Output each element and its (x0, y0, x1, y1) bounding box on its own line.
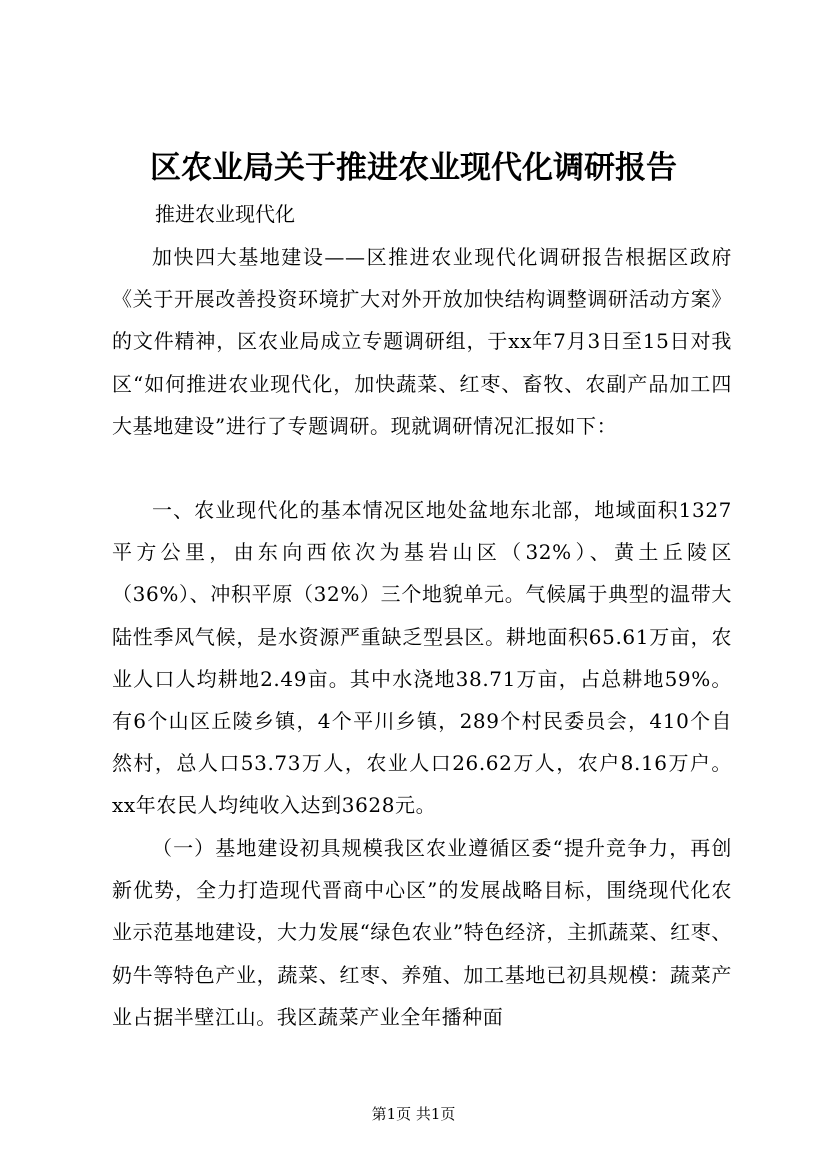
page-footer: 第1页 共1页 (371, 1105, 456, 1123)
paragraph-text: （一）基地建设初具规模我区农业遵循区委“提升竞争力，再创新优势，全力打造现代晋商中心区”的发展战略目标，围绕现代化农业示范基地建设，大力发展“绿色农业”特色经济，主抓蔬菜、红枣、奶牛等特色产业，蔬菜、红枣、养殖、加工基地已初具规模：蔬菜产业占据半壁江山。我区蔬菜产业全年播种面 (112, 836, 732, 1029)
body-paragraph-2 (112, 489, 732, 827)
body-paragraph-1 (112, 236, 732, 447)
paragraph-text: 加快四大基地建设——区推进农业现代化调研报告根据区政府《关于开展改善投资环境扩大对外开放加快结构调整调研活动方案》的文件精神，区农业局成立专题调研组，于xx年7月3日至15日对我区“如何推进农业现代化，加快蔬菜、红枣、畜牧、农副产品加工四大基地建设”进行了专题调研。现就调研情况汇报如下： (112, 245, 732, 438)
document-subtitle: 推进农业现代化 (155, 202, 295, 226)
document-title: 区农业局关于推进农业现代化调研报告 (150, 150, 677, 186)
paragraph-text: 一、农业现代化的基本情况区地处盆地东北部，地域面积1327平方公里，由东向西依次为基岩山区（32%）、黄土丘陵区（36%）、冲积平原（32%）三个地貌单元。气候属于典型的温带大陆性季风气候，是水资源严重缺乏型县区。耕地面积65.61万亩，农业人口人均耕地2.49亩。其中水浇地38.71万亩，占总耕地59%。有6个山区丘陵乡镇，4个平川乡镇，289个村民委员会，410个自然村，总人口53.73万人，农业人口26.62万人，农户8.16万户。xx年农民人均纯收入达到3628元。 (112, 498, 732, 818)
body-paragraph-3 (112, 827, 732, 1038)
